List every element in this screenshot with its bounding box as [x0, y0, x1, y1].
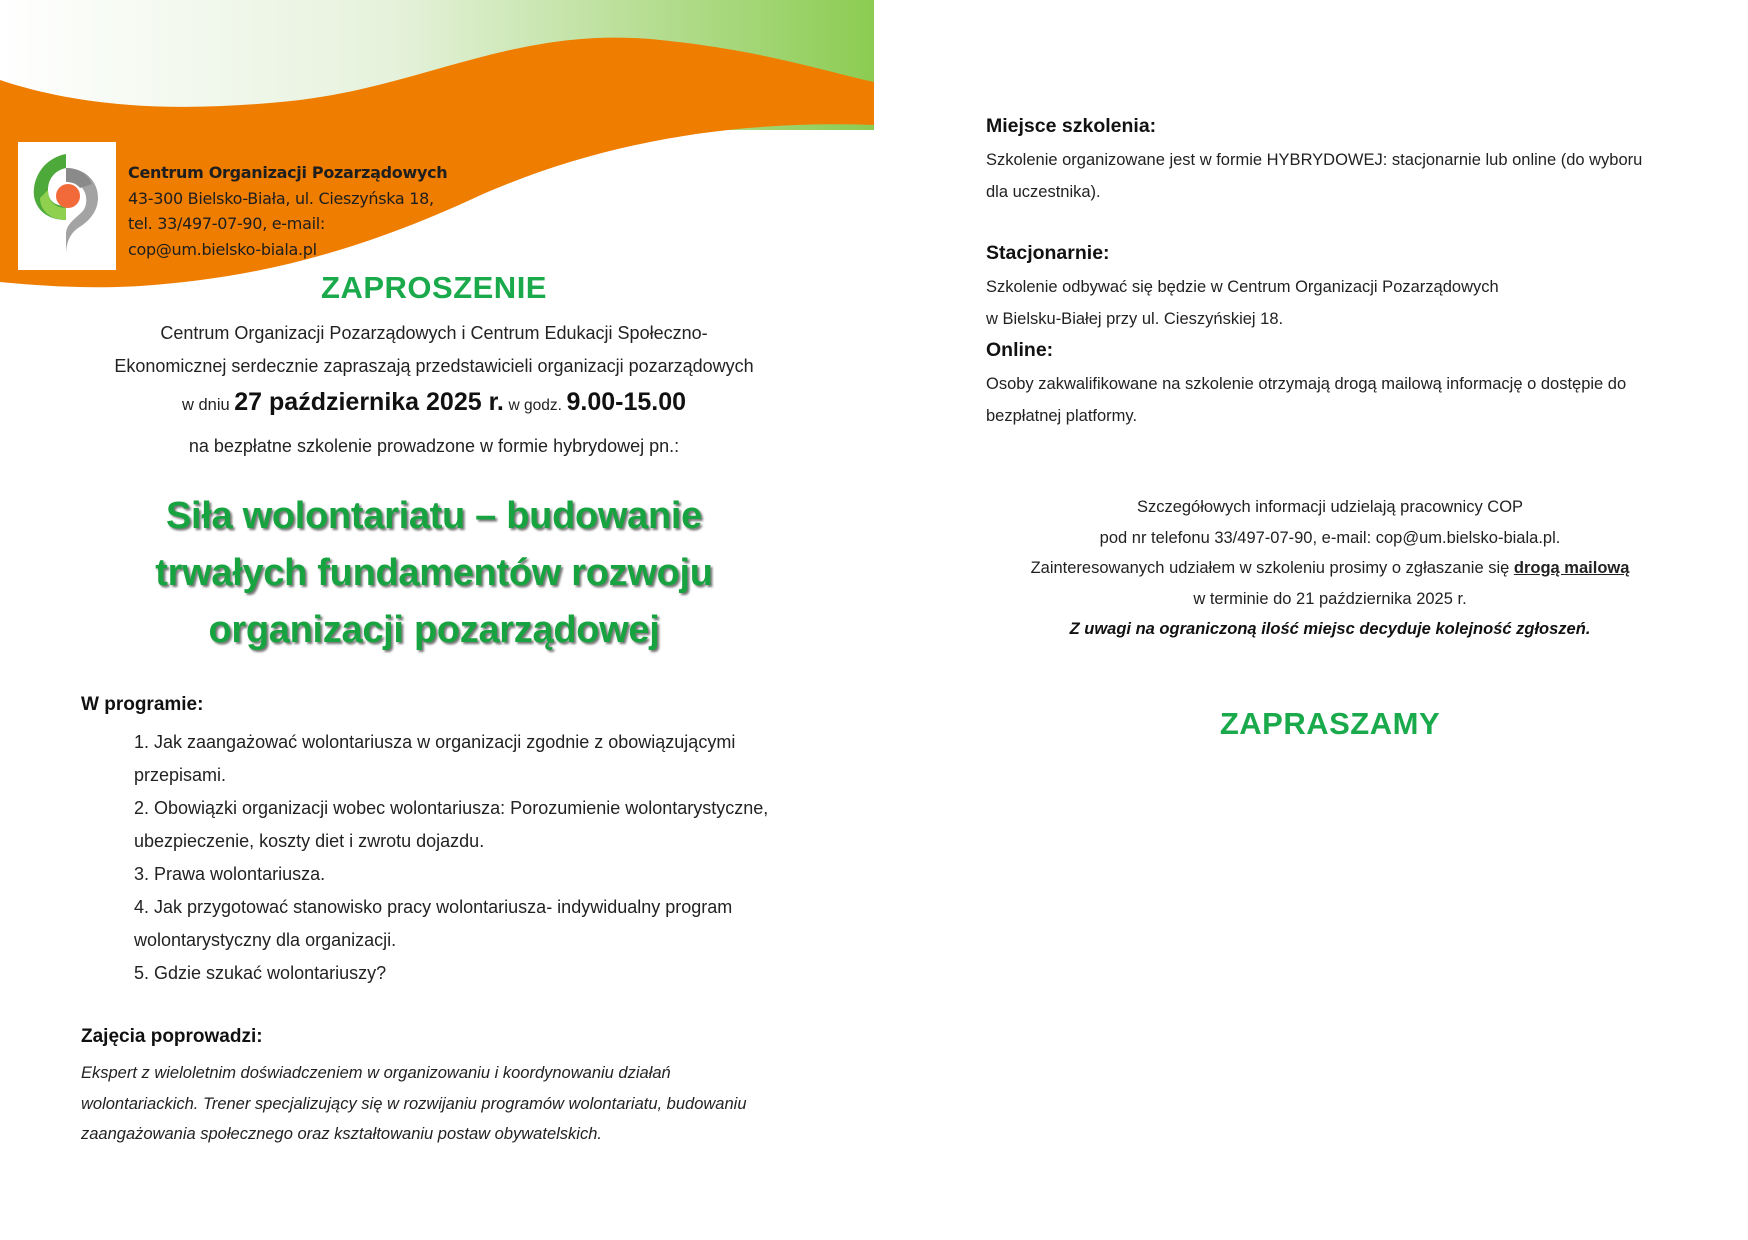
- onsite-heading: Stacjonarnie:: [986, 242, 1110, 264]
- org-email[interactable]: cop@um.bielsko-biala.pl: [128, 239, 317, 259]
- onsite-text: [986, 272, 1666, 335]
- intro-line-1: Centrum Organizacji Pozarządowych i Centrum Edukacji Społeczno-: [160, 323, 708, 343]
- program-item: 5. Gdzie szukać wolontariuszy?: [134, 963, 387, 983]
- program-item: 2. Obowiązki organizacji wobec wolontariusza: Porozumienie wolontarystyczne, ubezpieczenie, koszty diet i zwrotu dojazdu.: [134, 798, 769, 851]
- venue-heading: Miejsce szkolenia:: [986, 115, 1157, 137]
- training-title: [40, 488, 828, 659]
- program-item: 1. Jak zaangażować wolontariusza w organizacji zgodnie z obowiązującymi przepisami.: [134, 732, 736, 785]
- contact-info: [980, 492, 1680, 645]
- intro-line-4: na bezpłatne szkolenie prowadzone w formie hybrydowej pn.:: [188, 436, 680, 456]
- cop-logo-icon: [26, 152, 108, 260]
- online-text: Osoby zakwalifikowane na szkolenie otrzymają drogą mailową informację o dostępie do bezpłatnej platformy.: [986, 375, 1627, 425]
- training-title-line: Siła wolontariatu – budowanie: [165, 495, 703, 537]
- online-heading: Online:: [986, 339, 1054, 361]
- onsite-line-1: Szkolenie odbywać się będzie w Centrum Organizacji Pozarządowych: [986, 278, 1499, 296]
- organization-contact: [128, 160, 447, 262]
- org-phone: tel. 33/497-07-90, e-mail:: [128, 214, 325, 233]
- date-prefix: w dniu: [181, 396, 230, 414]
- date-time-line: [40, 388, 828, 417]
- contact-line-3: [980, 553, 1680, 584]
- cop-logo: [18, 142, 116, 270]
- program-heading: W programie:: [81, 694, 204, 715]
- trainer-heading: Zajęcia poprowadzi:: [81, 1026, 263, 1047]
- onsite-line-2: w Bielsku-Białej przy ul. Cieszyńskiej 18.: [986, 309, 1284, 328]
- capacity-note: Z uwagi na ograniczoną ilość miejsc decyduje kolejność zgłoszeń.: [1069, 620, 1591, 638]
- training-title-line: trwałych fundamentów rozwoju: [155, 552, 713, 594]
- org-name: Centrum Organizacji Pozarządowych: [128, 163, 448, 182]
- contact-line-1: Szczegółowych informacji udzielają pracownicy COP: [1136, 498, 1524, 516]
- program-list: [134, 726, 814, 990]
- registration-method: drogą mailową: [1513, 559, 1630, 577]
- registration-deadline: w terminie do 21 października 2025 r.: [1193, 589, 1467, 608]
- org-address: 43-300 Bielsko-Biała, ul. Cieszyńska 18,: [128, 188, 434, 208]
- intro-line-2: Ekonomicznej serdecznie zapraszają przedstawicieli organizacji pozarządowych: [114, 356, 754, 376]
- header-banner: [0, 0, 874, 300]
- program-item: 3. Prawa wolontariusza.: [134, 864, 326, 884]
- closing-text: ZAPRASZAMY: [1219, 706, 1441, 741]
- contact-line-2: pod nr telefonu 33/497-07-90, e-mail: cop@um.bielsko-biala.pl.: [1099, 528, 1561, 547]
- time-prefix: w godz.: [508, 397, 562, 414]
- trainer-description: Ekspert z wieloletnim doświadczeniem w organizowaniu i koordynowaniu działań wolontariackich. Trener specjalizujący się w rozwijaniu programów wolontariatu, budowaniu zaangażowania społecznego oraz kształtowaniu postaw obywatelskich.: [81, 1064, 747, 1143]
- event-time: 9.00-15.00: [566, 388, 687, 416]
- training-title-line: organizacji pozarządowej: [208, 609, 660, 651]
- event-date: 27 października 2025 r.: [234, 388, 504, 416]
- program-item: 4. Jak przygotować stanowisko pracy wolontariusza- indywidualny program wolontarystyczny dla organizacji.: [134, 897, 733, 950]
- venue-text: Szkolenie organizowane jest w formie HYBRYDOWEJ: stacjonarnie lub online (do wyboru dla uczestnika).: [986, 151, 1643, 201]
- registration-text: Zainteresowanych udziałem w szkoleniu prosimy o zgłaszanie się: [1030, 559, 1510, 577]
- invitation-title: ZAPROSZENIE: [321, 270, 547, 305]
